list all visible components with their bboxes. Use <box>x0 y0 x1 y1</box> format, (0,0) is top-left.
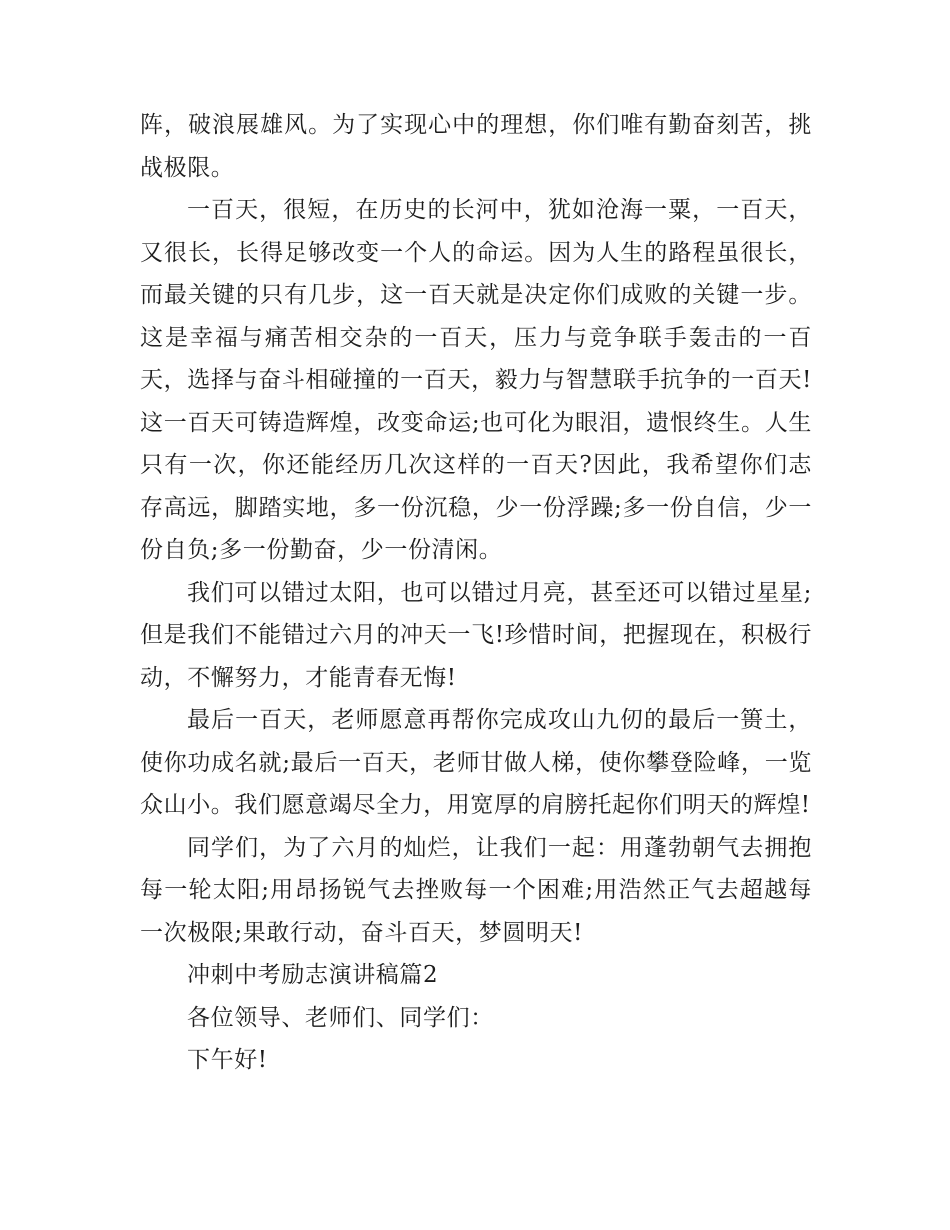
paragraph: 最后一百天，老师愿意再帮你完成攻山九仞的最后一篑土，使你功成名就;最后一百天，老师甘做人梯，使你攀登险峰，一览众山小。我们愿意竭尽全力，用宽厚的肩膀托起你们明天的辉煌! <box>140 707 812 818</box>
section-heading: 冲刺中考励志演讲稿篇2 <box>187 962 439 988</box>
paragraph-continued: 阵，破浪展雄风。为了实现心中的理想，你们唯有勤奋刻苦，挑战极限。 <box>140 112 812 181</box>
salutation: 各位领导、老师们、同学们： <box>187 1004 494 1031</box>
greeting: 下午好! <box>187 1047 268 1073</box>
document-body <box>140 104 812 1082</box>
paragraph: 一百天，很短，在历史的长河中，犹如沧海一粟，一百天，又很长，长得足够改变一个人的命运。因为人生的路程虽很长，而最关键的只有几步，这一百天就是决定你们成败的关键一步。这是幸福与痛苦相交杂的一百天，压力与竞争联手轰击的一百天，选择与奋斗相碰撞的一百天，毅力与智慧联手抗争的一百天!这一百天可铸造辉煌，改变命运;也可化为眼泪，遗恨终生。人生只有一次，你还能经历几次这样的一百天?因此，我希望你们志存高远，脚踏实地，多一份沉稳，少一份浮躁;多一份自信，少一份自负;多一份勤奋，少一份清闲。 <box>140 197 812 563</box>
paragraph: 我们可以错过太阳，也可以错过月亮，甚至还可以错过星星;但是我们不能错过六月的冲天一飞!珍惜时间，把握现在，积极行动，不懈努力，才能青春无悔! <box>140 579 812 691</box>
paragraph: 同学们，为了六月的灿烂，让我们一起：用蓬勃朝气去拥抱每一轮太阳;用昂扬锐气去挫败每一个困难;用浩然正气去超越每一次极限;果敢行动，奋斗百天，梦圆明天! <box>140 834 812 946</box>
